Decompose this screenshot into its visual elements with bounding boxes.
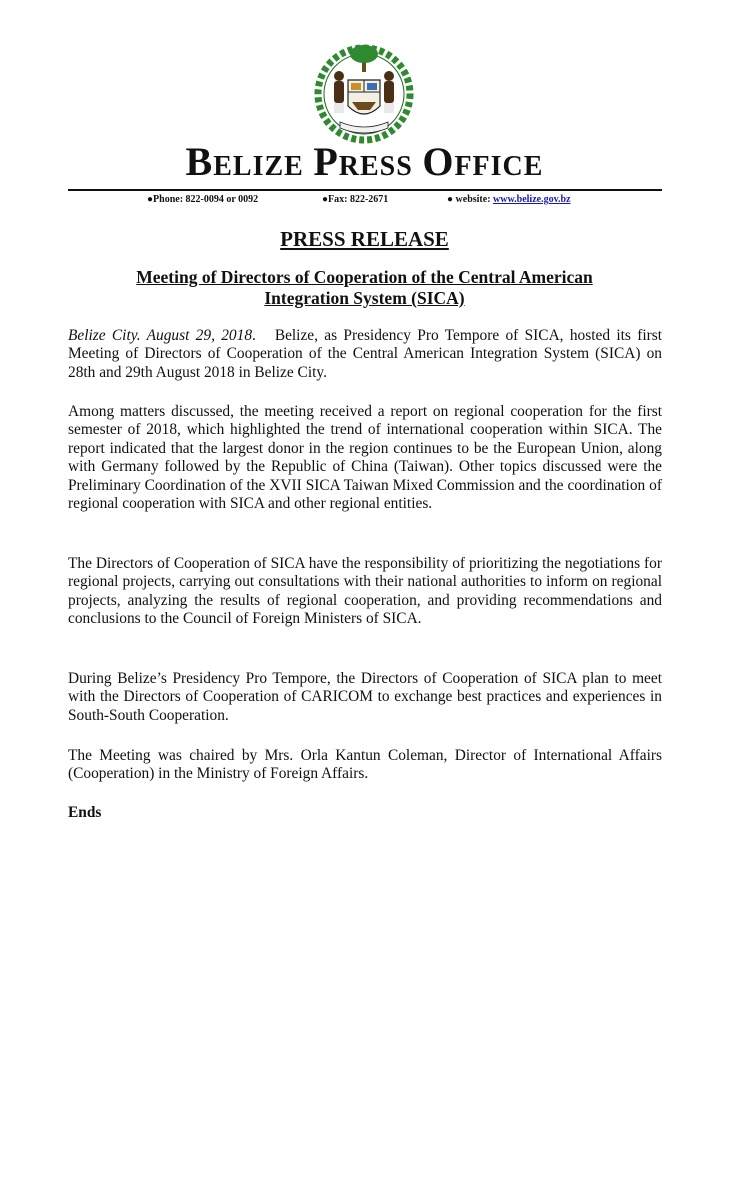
paragraph-1: Belize City. August 29, 2018. Belize, as Presidency Pro Tempore of SICA, hosted its first Meeting of Directors of Cooperation of the Central American Integration System (SICA) on 28th and 29th August 2018 in Belize City. [68,327,662,381]
paragraph-4: During Belize’s Presidency Pro Tempore, the Directors of Cooperation of SICA plan to meet with the Directors of Cooperation of CARICOM to exchange best practices and experiences in South-South Cooperation. [68,670,662,724]
header-divider [68,189,662,191]
paragraph-5: The Meeting was chaired by Mrs. Orla Kantun Coleman, Director of International Affairs (Cooperation) in the Ministry of Foreign Affairs. [68,747,662,783]
office-title: BELIZE PRESS OFFICE [185,139,544,184]
paragraph-3: The Directors of Cooperation of SICA have the responsibility of prioritizing the negotiations for regional projects, carrying out consultations with their national authorities to inform on regional projects, analyzing the results of regional cooperation, and providing recommendations and conclusions to the Council of Foreign Ministers of SICA. [68,555,662,628]
document-type-heading: PRESS RELEASE [280,227,449,251]
website-label: ● website: [447,194,491,205]
fax-number: ●Fax: 822-2671 [322,194,389,205]
dateline: Belize City. August 29, 2018 [68,327,253,344]
website-info [447,193,571,207]
release-headline: Meeting of Directors of Cooperation of the Central American Integration System (SICA) [136,267,593,308]
belize-coat-of-arms-icon [312,40,416,144]
paragraph-2: Among matters discussed, the meeting received a report on regional cooperation for the first semester of 2018, which highlighted the trend of international cooperation within SICA. The report indicated that the largest donor in the region continues to be the European Union, along with Germany followed by the Republic of China (Taiwan). Other topics discussed were the Preliminary Coordination of the XVII SICA Taiwan Mixed Commission and the coordination of regional cooperation with SICA and other regional entities. [68,403,662,513]
website-link[interactable]: www.belize.gov.bz [493,194,571,205]
phone-number: ●Phone: 822-0094 or 0092 [147,194,259,205]
ends-marker: Ends [68,804,102,821]
